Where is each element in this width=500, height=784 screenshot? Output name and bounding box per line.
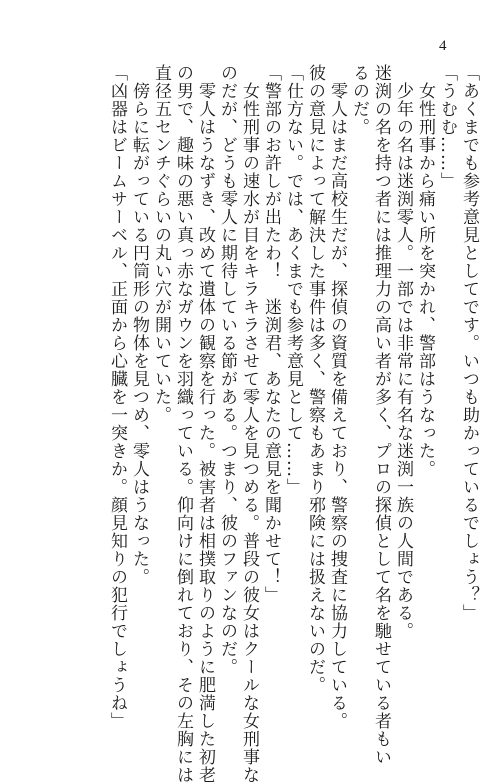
text-line: 迷渕の名を持つ者には推理力の高い者が多く、プロの探偵として名を馳せている者もい [371, 64, 391, 766]
text-line: 女性刑事の速水が目をキラキラさせて零人を見つめる。普段の彼女はクールな女刑事な [239, 64, 259, 784]
text-line: 零人はまだ高校生だが、探偵の資質を備えており、警察の捜査に協力している。 [327, 64, 347, 730]
novel-text-body [106, 64, 480, 784]
text-line: 「うむむ……」 [437, 64, 457, 190]
text-line: るのだ。 [349, 64, 369, 136]
text-line: 「仕方ない。では、あくまでも参考意見として……」 [283, 64, 303, 496]
text-line: の男で、趣味の悪い真っ赤なガウンを羽織っている。仰向けに倒れており、その左胸には [173, 64, 193, 784]
text-line: 少年の名は迷渕零人。一部では非常に有名な迷渕一族の人間である。 [393, 64, 413, 640]
page-number: 4 [439, 38, 447, 54]
text-line: 直径五センチぐらいの丸い穴が開いていた。 [151, 64, 171, 424]
text-line: 零人はうなずき、改めて遺体の観察を行った。被害者は相撲取りのように肥満した初老 [195, 64, 215, 784]
text-line: 彼の意見によって解決した事件は多く、警察もあまり邪険には扱えないのだ。 [305, 64, 325, 694]
text-line: のだが、どうも零人に期待している節がある。つまり、彼のファンなのだ。 [217, 64, 237, 676]
text-line: 「警部のお許しが出たわ！ 迷渕君、あなたの意見を聞かせて！」 [261, 64, 281, 604]
text-line: 女性刑事から痛い所を突かれ、警部はうなった。 [415, 64, 435, 478]
text-line: 傍らに転がっている円筒形の物体を見つめ、零人はうなった。 [129, 64, 149, 586]
text-line: 「あくまでも参考意見としてです。いつも助かっているでしょう？」 [459, 64, 479, 622]
text-line: 「凶器はビームサーベル、正面から心臓を一突きか。顔見知りの犯行でしょうね」 [107, 64, 127, 730]
